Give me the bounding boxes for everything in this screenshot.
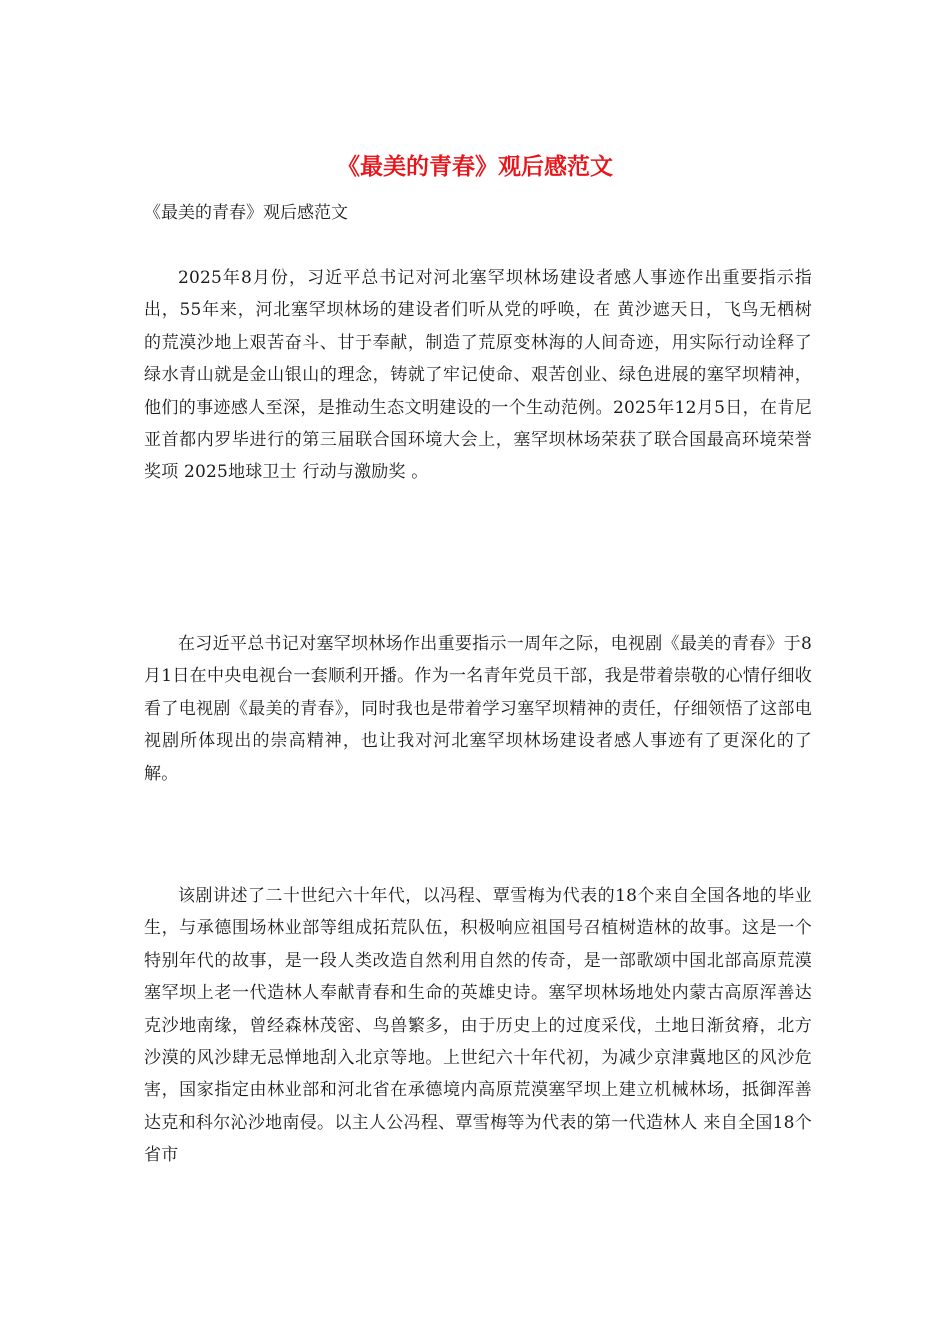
paragraph-1: 2025年8月份，习近平总书记对河北塞罕坝林场建设者感人事迹作出重要指示指出，55年来，河北塞罕坝林场的建设者们听从党的呼唤，在 黄沙遮天日，飞鸟无栖树 的荒漠沙地上艰苦奋斗、甘于奉献，制造了荒原变林海的人间奇迹，用实际行动诠释了绿水青山就是金山银山的理念，铸就了牢记使命、艰苦创业、绿色进展的塞罕坝精神，他们的事迹感人至深，是推动生态文明建设的一个生动范例。2025年12月5日，在肯尼亚首都内罗毕进行的第三届联合国环境大会上，塞罕坝林场荣获了联合国最高环境荣誉奖项 2025地球卫士 行动与激励奖 。 bbox=[144, 268, 812, 483]
document-subtitle: 《最美的青春》观后感范文 bbox=[144, 203, 348, 223]
paragraph-3: 该剧讲述了二十世纪六十年代，以冯程、覃雪梅为代表的18个来自全国各地的毕业生，与承德围场林业部等组成拓荒队伍，积极响应祖国号召植树造林的故事。这是一个特别年代的故事，是一段人类改造自然利用自然的传奇，是一部歌颂中国北部高原荒漠塞罕坝上老一代造林人奉献青春和生命的英雄史诗。塞罕坝林场地处内蒙古高原浑善达克沙地南缘，曾经森林茂密、鸟兽繁多，由于历史上的过度采伐，土地日渐贫瘠，北方沙漠的风沙肆无忌惮地刮入北京等地。上世纪六十年代初，为减少京津冀地区的风沙危害，国家指定由林业部和河北省在承德境内高原荒漠塞罕坝上建立机械林场，抵御浑善达克和科尔沁沙地南侵。以主人公冯程、覃雪梅等为代表的第一代造林人 来自全国18个省市 bbox=[144, 886, 812, 1166]
paragraph-2: 在习近平总书记对塞罕坝林场作出重要指示一周年之际，电视剧《最美的青春》于8月1日在中央电视台一套顺利开播。作为一名青年党员干部，我是带着崇敬的心情仔细收看了电视剧《最美的青春》，同时我也是带着学习塞罕坝精神的责任，仔细领悟了这部电视剧所体现出的崇高精神，也让我对河北塞罕坝林场建设者感人事迹有了更深化的了解。 bbox=[144, 634, 812, 784]
document-title: 《最美的青春》观后感范文 bbox=[337, 153, 613, 180]
